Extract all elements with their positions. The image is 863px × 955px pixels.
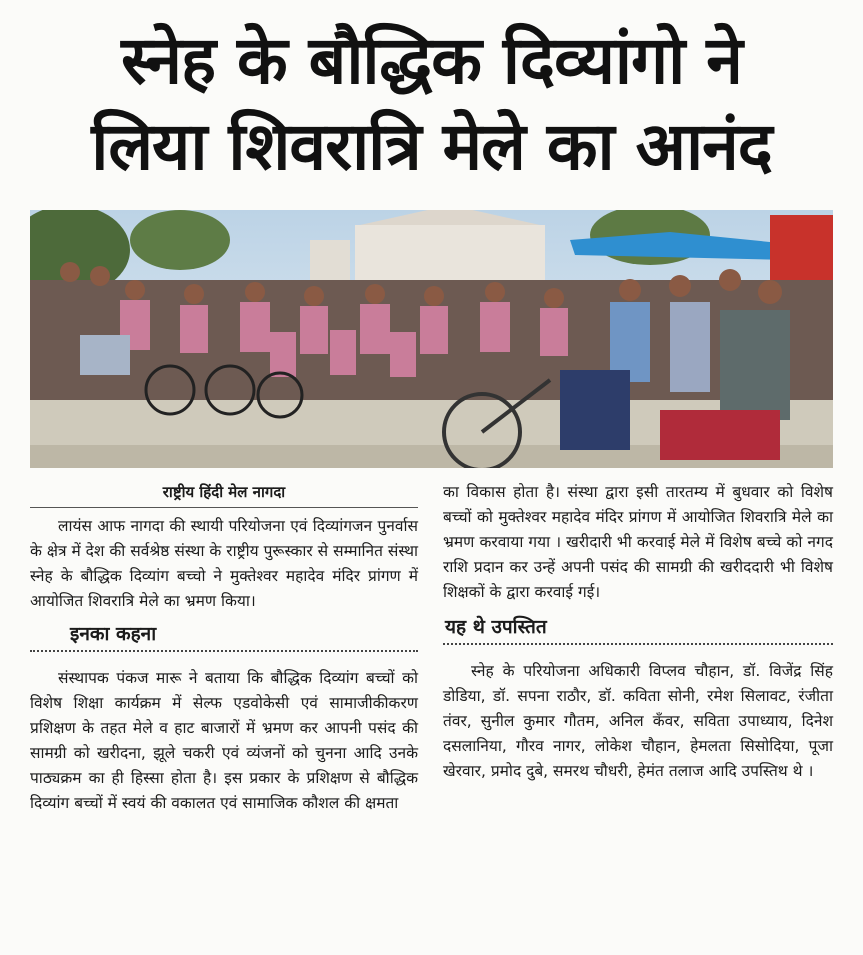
article-paragraph-3: का विकास होता है। संस्था द्वारा इसी तारतम्य में बुधवार को विशेष बच्चों को मुक्तेश्वर महादेव मंदिर प्रांगण में आयोजित शिवरात्रि मेले का भ्रमण करवाया गया । खरीदारी भी करवाई मेले में विशेष बच्चे को नगद राशि प्रदान कर उन्हें अपनी पसंद की सामग्री की खरीददारी भी विशेष शिक्षकों के द्वारा करवाई गई।: [443, 483, 833, 601]
article-paragraph-2: संस्थापक पंकज मारू ने बताया कि बौद्धिक दिव्यांग बच्चों को विशेष शिक्षा कार्यक्रम में सेल्फ एडवोकेसी एवं सामाजीकीकरण प्रशिक्षण के तहत मेले व हाट बाजारों में भ्रमण कर आपनी पसंद की सामग्री को खरीदना, झूले चकरी एवं व्यंजनों को चुनना आदि उनके पाठ्यक्रम का ही हिस्सा होता है। इस प्रकार के प्रशिक्षण से बौद्धिक दिव्यांग बच्चों में स्वयं की वकालत एवं सामाजिक कौशल की क्षमता: [30, 669, 418, 812]
subhead-yah-the-upastit: यह थे उपस्तित: [443, 613, 833, 645]
headline-line-1: स्नेह के बौद्धिक दिव्यांगो ने: [121, 22, 742, 99]
article-paragraph-4: स्नेह के परियोजना अधिकारी विप्लव चौहान, डॉ. विजेंद्र सिंह डोडिया, डॉ. सपना राठौर, डॉ. कविता सोनी, रमेश सिलावट, रंजीता तंवर, सुनील कुमार गौतम, अनिल कँवर, सविता उपाध्याय, दिनेश दसलानिया, गौरव नागर, लोकेश चौहान, हेमलता सिसोदिया, पूजा खेरवार, प्रमोद दुबे, समरथ चौधरी, हेमंत तलाज आदि उपस्तिथ थे ।: [443, 662, 833, 780]
dateline: राष्ट्रीय हिंदी मेल नागदा: [30, 480, 418, 508]
headline-line-2: लिया शिवरात्रि मेले का आनंद: [91, 108, 772, 185]
headline: [0, 18, 863, 190]
article-paragraph-1: लायंस आफ नागदा की स्थायी परियोजना एवं दिव्यांगजन पुनर्वास के क्षेत्र में देश की सर्वश्रेष्ठ संस्था के राष्ट्रीय पुरूस्कार से सम्मानित संस्था स्नेह के बौद्धिक दिव्यांग बच्चो ने मुक्तेश्वर महादेव मंदिर प्रांगण में आयोजित शिवरात्रि मेले का भ्रमण किया।: [30, 517, 418, 610]
subhead-inka-kahna: इनका कहना: [30, 620, 418, 652]
group-photo-image: [30, 210, 833, 468]
left-column: [30, 480, 418, 816]
right-column: [443, 480, 833, 784]
news-photo: [30, 210, 833, 468]
